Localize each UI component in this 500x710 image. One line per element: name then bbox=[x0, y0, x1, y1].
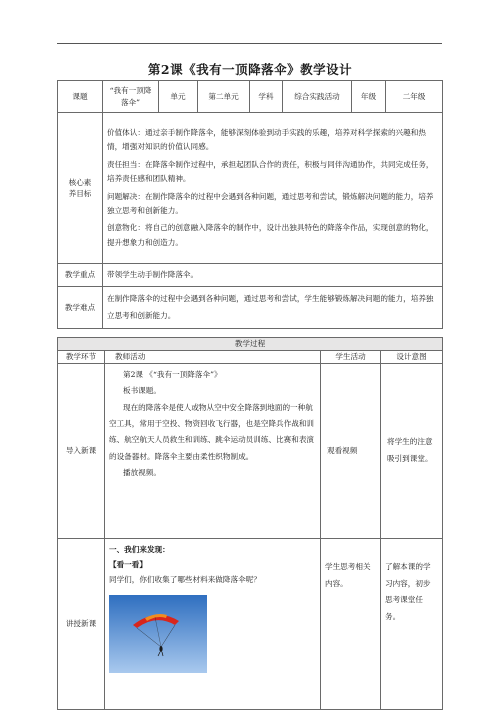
teaching-process-table bbox=[57, 337, 443, 710]
unit-value: 第二单元 bbox=[198, 81, 250, 113]
lesson-info-table bbox=[57, 80, 443, 329]
grade-label: 年级 bbox=[352, 81, 386, 113]
core-literacy-content bbox=[103, 113, 443, 264]
header-stage: 教学环节 bbox=[58, 351, 105, 364]
lecture-question: 同学们，你们收集了哪些材料来做降落伞呢？ bbox=[109, 575, 261, 585]
intro-board: 板书课题。 bbox=[123, 386, 161, 396]
difficult-point-row bbox=[58, 287, 443, 329]
objective-creativity: 创意物化：将自己的创意融入降落伞的制作中，设计出独具特色的降落伞作品，实现创意的物化，提升想象力和创造力。 bbox=[107, 223, 434, 247]
subject-label: 学科 bbox=[250, 81, 283, 113]
lecture-stage: 讲授新课 bbox=[58, 539, 105, 710]
core-literacy-label: 核心素养目标 bbox=[58, 113, 103, 264]
grade-value: 二年级 bbox=[386, 81, 443, 113]
key-point-label: 教学重点 bbox=[58, 264, 103, 287]
header-intent: 设计意图 bbox=[381, 351, 443, 364]
difficult-point-text: 在制作降落伞的过程中会遇到各种问题，通过思考和尝试，学生能够锻炼解决问题的能力，培养独立思考和创新能力。 bbox=[103, 287, 443, 329]
topic-label: 课题 bbox=[58, 81, 103, 113]
objective-responsibility: 责任担当：在降落伞制作过程中，承担起团队合作的责任，积极与同伴沟通协作，共同完成任务，培养责任感和团队精神。 bbox=[107, 159, 434, 184]
intro-lesson-heading: 第2课 《“我有一顶降落伞”》 bbox=[123, 370, 222, 379]
intro-row bbox=[58, 364, 443, 539]
key-point-row bbox=[58, 264, 443, 287]
header-student: 学生活动 bbox=[321, 351, 381, 364]
intro-student-activity: 观看视频 bbox=[321, 364, 381, 539]
unit-label: 单元 bbox=[159, 81, 198, 113]
intro-play-video: 播放视频。 bbox=[123, 467, 161, 477]
lecture-section-heading: 一、我们来发现： bbox=[109, 545, 170, 554]
core-literacy-row bbox=[58, 113, 443, 264]
process-title: 教学过程 bbox=[58, 338, 443, 351]
objective-value: 价值体认：通过亲手制作降落伞，能够深刻体验到动手实践的乐趣，培养对科学探索的兴趣和热情，增强对知识的价值认同感。 bbox=[107, 127, 426, 152]
intro-teacher-activity bbox=[105, 364, 321, 539]
lecture-intent: 了解本课的学习内容，初步思考课堂任务。 bbox=[381, 539, 443, 710]
parachute-photo bbox=[109, 595, 207, 673]
top-rule bbox=[57, 43, 442, 44]
key-point-text: 带领学生动手制作降落伞。 bbox=[103, 264, 443, 287]
page-title: 第2课《我有一顶降落伞》教学设计 bbox=[147, 62, 353, 77]
info-row bbox=[58, 81, 443, 113]
intro-stage: 导入新课 bbox=[58, 364, 105, 539]
subject-value: 综合实践活动 bbox=[283, 81, 352, 113]
difficult-point-label: 教学难点 bbox=[58, 287, 103, 329]
topic-value: “我有一顶降落伞” bbox=[103, 81, 159, 113]
header-teacher: 教师活动 bbox=[105, 351, 321, 364]
intro-description: 现在的降落伞是使人或物从空中安全降落到地面的一种航空工具，常用于空投、物资回收飞行器，也是空降兵作战和训练、航空航天人员救生和训练、跳伞运动员训练、比赛和表演的设备器材。降落伞主要由柔性织物制成。 bbox=[109, 402, 315, 461]
process-title-row bbox=[58, 338, 443, 351]
process-header-row bbox=[58, 351, 443, 364]
intro-intent: 将学生的注意吸引到课堂。 bbox=[381, 364, 443, 539]
lecture-sub-heading: 【看一看】 bbox=[109, 560, 147, 570]
objective-problem-solving: 问题解决：在制作降落伞的过程中会遇到各种问题，通过思考和尝试，锻炼解决问题的能力，培养独立思考和创新能力。 bbox=[107, 191, 434, 215]
lecture-student-activity: 学生思考相关内容。 bbox=[321, 539, 381, 710]
lecture-teacher-activity bbox=[105, 539, 321, 710]
lecture-row bbox=[58, 539, 443, 710]
